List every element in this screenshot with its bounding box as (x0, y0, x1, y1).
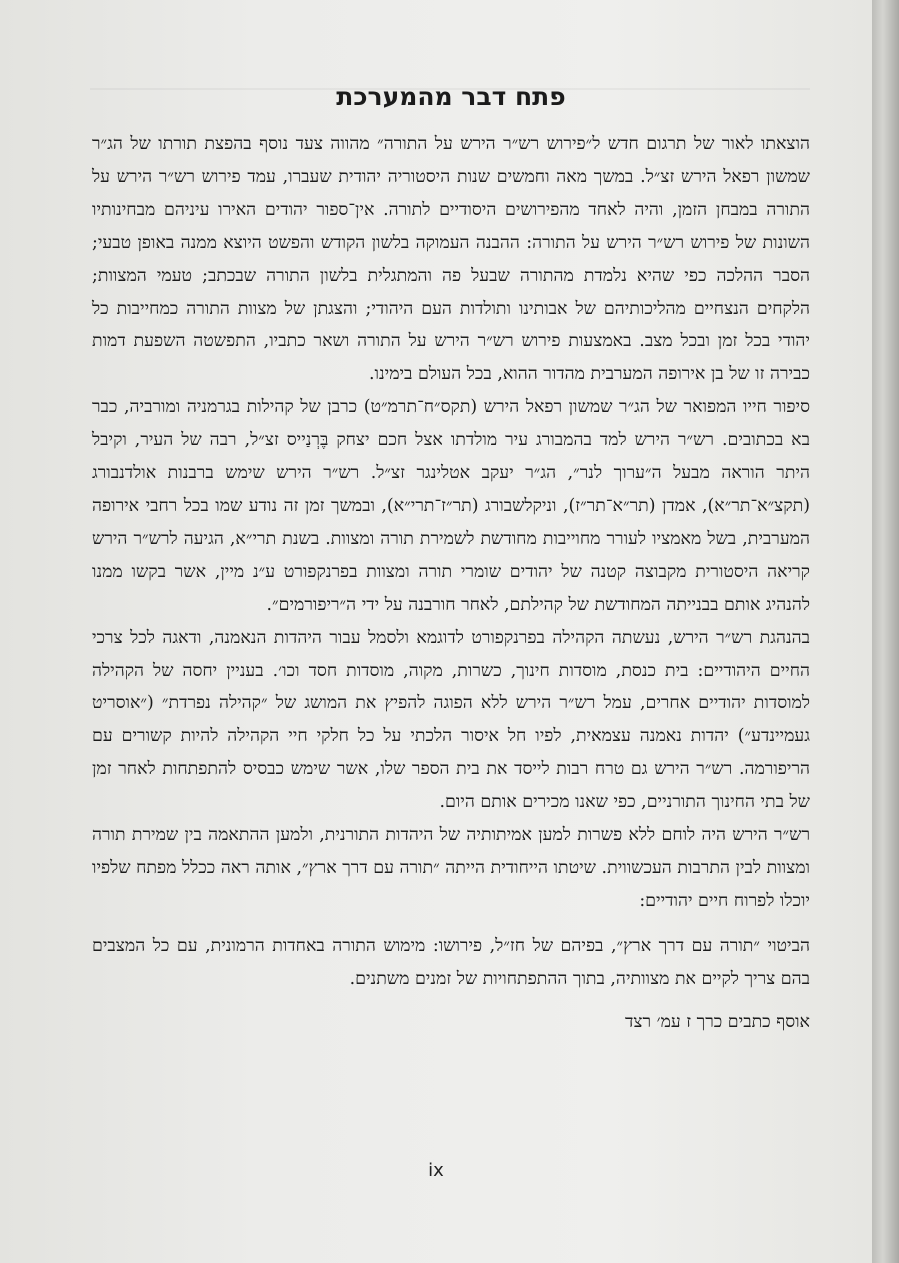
quote-paragraph: הביטוי ״תורה עם דרך ארץ״, בפיהם של חז״ל, פירושו: מימוש התורה באחדות הרמונית, עם כל המצבים בהם צריך לקיים את מצוותיה, בתוך ההתפתחויות של זמנים משתנים. (92, 935, 810, 989)
page-title: פתח דבר מהמערכת (336, 82, 566, 111)
paragraph-2: סיפור חייו המפואר של הג״ר שמשון רפאל הירש (תקס״ח־תרמ״ט) כרבן של קהילות בגרמניה ומורביה, כבר בא בכתובים. רש״ר הירש למד בהמבורג עיר מולדתו אצל חכם יצחק בֶּרְנַייס זצ״ל, רבה של העיר, וקיבל היתר הוראה מבעל ה״ערוך לנר״, הג״ר יעקב אטלינגר זצ״ל. רש״ר הירש שימש ברבנות אולדנבורג (תקצ״א־תר״א), אמדן (תר״א־תר״ז), וניקלשבורג (תר״ז־תרי״א), ובמשך זמן זה נודע שמו בכל רחבי אירופה המערבית, בשל מאמציו לעורר מחוייבות מחודשת לשמירת תורה ומצוות. בשנת תרי״א, הגיעה לרש״ר הירש קריאה היסטורית מקבוצה קטנה של יהודים שומרי תורה ומצוות בפרנקפורט ע״נ מיין, אשר בקשו ממנו להנהיג אותם בבנייתה המחודשת של קהילתם, לאחר חורבנה על ידי ה״ריפורמים״. (92, 397, 810, 615)
page-content (92, 70, 810, 1038)
paragraph-1: הוצאתו לאור של תרגום חדש ל״פירוש רש״ר הירש על התורה״ מהווה צעד נוסף בהפצת תורתו של הג״ר שמשון רפאל הירש זצ״ל. במשך מאה וחמשים שנות היסטוריה יהודית שעברו, עמד פירוש רש״ר הירש על התורה במבחן הזמן, והיה לאחד מהפירושים היסודיים לתורה. אין־ספור יהודים האירו עיניהם מבחינותיו השונות של פירוש רש״ר הירש על התורה: ההבנה העמוקה בלשון הקודש והפשט היוצא ממנה באופן טבעי; הסבר ההלכה כפי שהיא נלמדת מהתורה שבעל פה והמתגלית בלשון התורה שבכתב; טעמי המצוות; הלקחים הנצחיים מהליכותיהם של אבותינו ותולדות העם היהודי; והצגתן של מצוות התורה כמחייבות כל יהודי בכל זמן ובכל מצב. באמצעות פירוש רש״ר הירש על התורה ושאר כתביו, התפשטה השפעת דמות כבירה זו של בן אירופה המערבית מהדור ההוא, בכל העולם בימינו. (92, 134, 810, 385)
quote-source: אוסף כתבים כרך ז עמ׳ רצד (625, 1011, 810, 1032)
page-edge (872, 0, 899, 1263)
paragraph-4: רש״ר הירש היה לוחם ללא פשרות למען אמיתותיה של היהדות התורנית, ולמען ההתאמה בין שמירת תורה ומצוות לבין התרבות העכשווית. שיטתו הייחודית הייתה ״תורה עם דרך ארץ״, אותה ראה ככלל מפתח שלפיו יוכלו לפרוח חיים יהודיים: (92, 825, 810, 911)
page-number: ix (428, 1160, 444, 1181)
paragraph-3: בהנהגת רש״ר הירש, נעשתה הקהילה בפרנקפורט לדוגמא ולסמל עבור היהדות הנאמנה, ודאגה לכל צרכי החיים היהודיים: בית כנסת, מוסדות חינוך, כשרות, מקוה, מוסדות חסד וכו׳. בעניין יחסה של הקהילה למוסדות יהודיים אחרים, עמל רש״ר הירש ללא הפוגה להפיץ את המושג של ״קהילה נפרדת״ (״אוסריט געמיינדע״) יהדות נאמנה עצמאית, לפיו חל איסור הלכתי על כל חלקי חיי הקהילה להיות קשורים עם הריפורמה. רש״ר הירש גם טרח רבות לייסד את בית הספר שלו, אשר שימש כבסיס להתפתחות לאחר זמן של בתי החינוך התורניים, כפי שאנו מכירים אותם היום. (92, 627, 810, 813)
